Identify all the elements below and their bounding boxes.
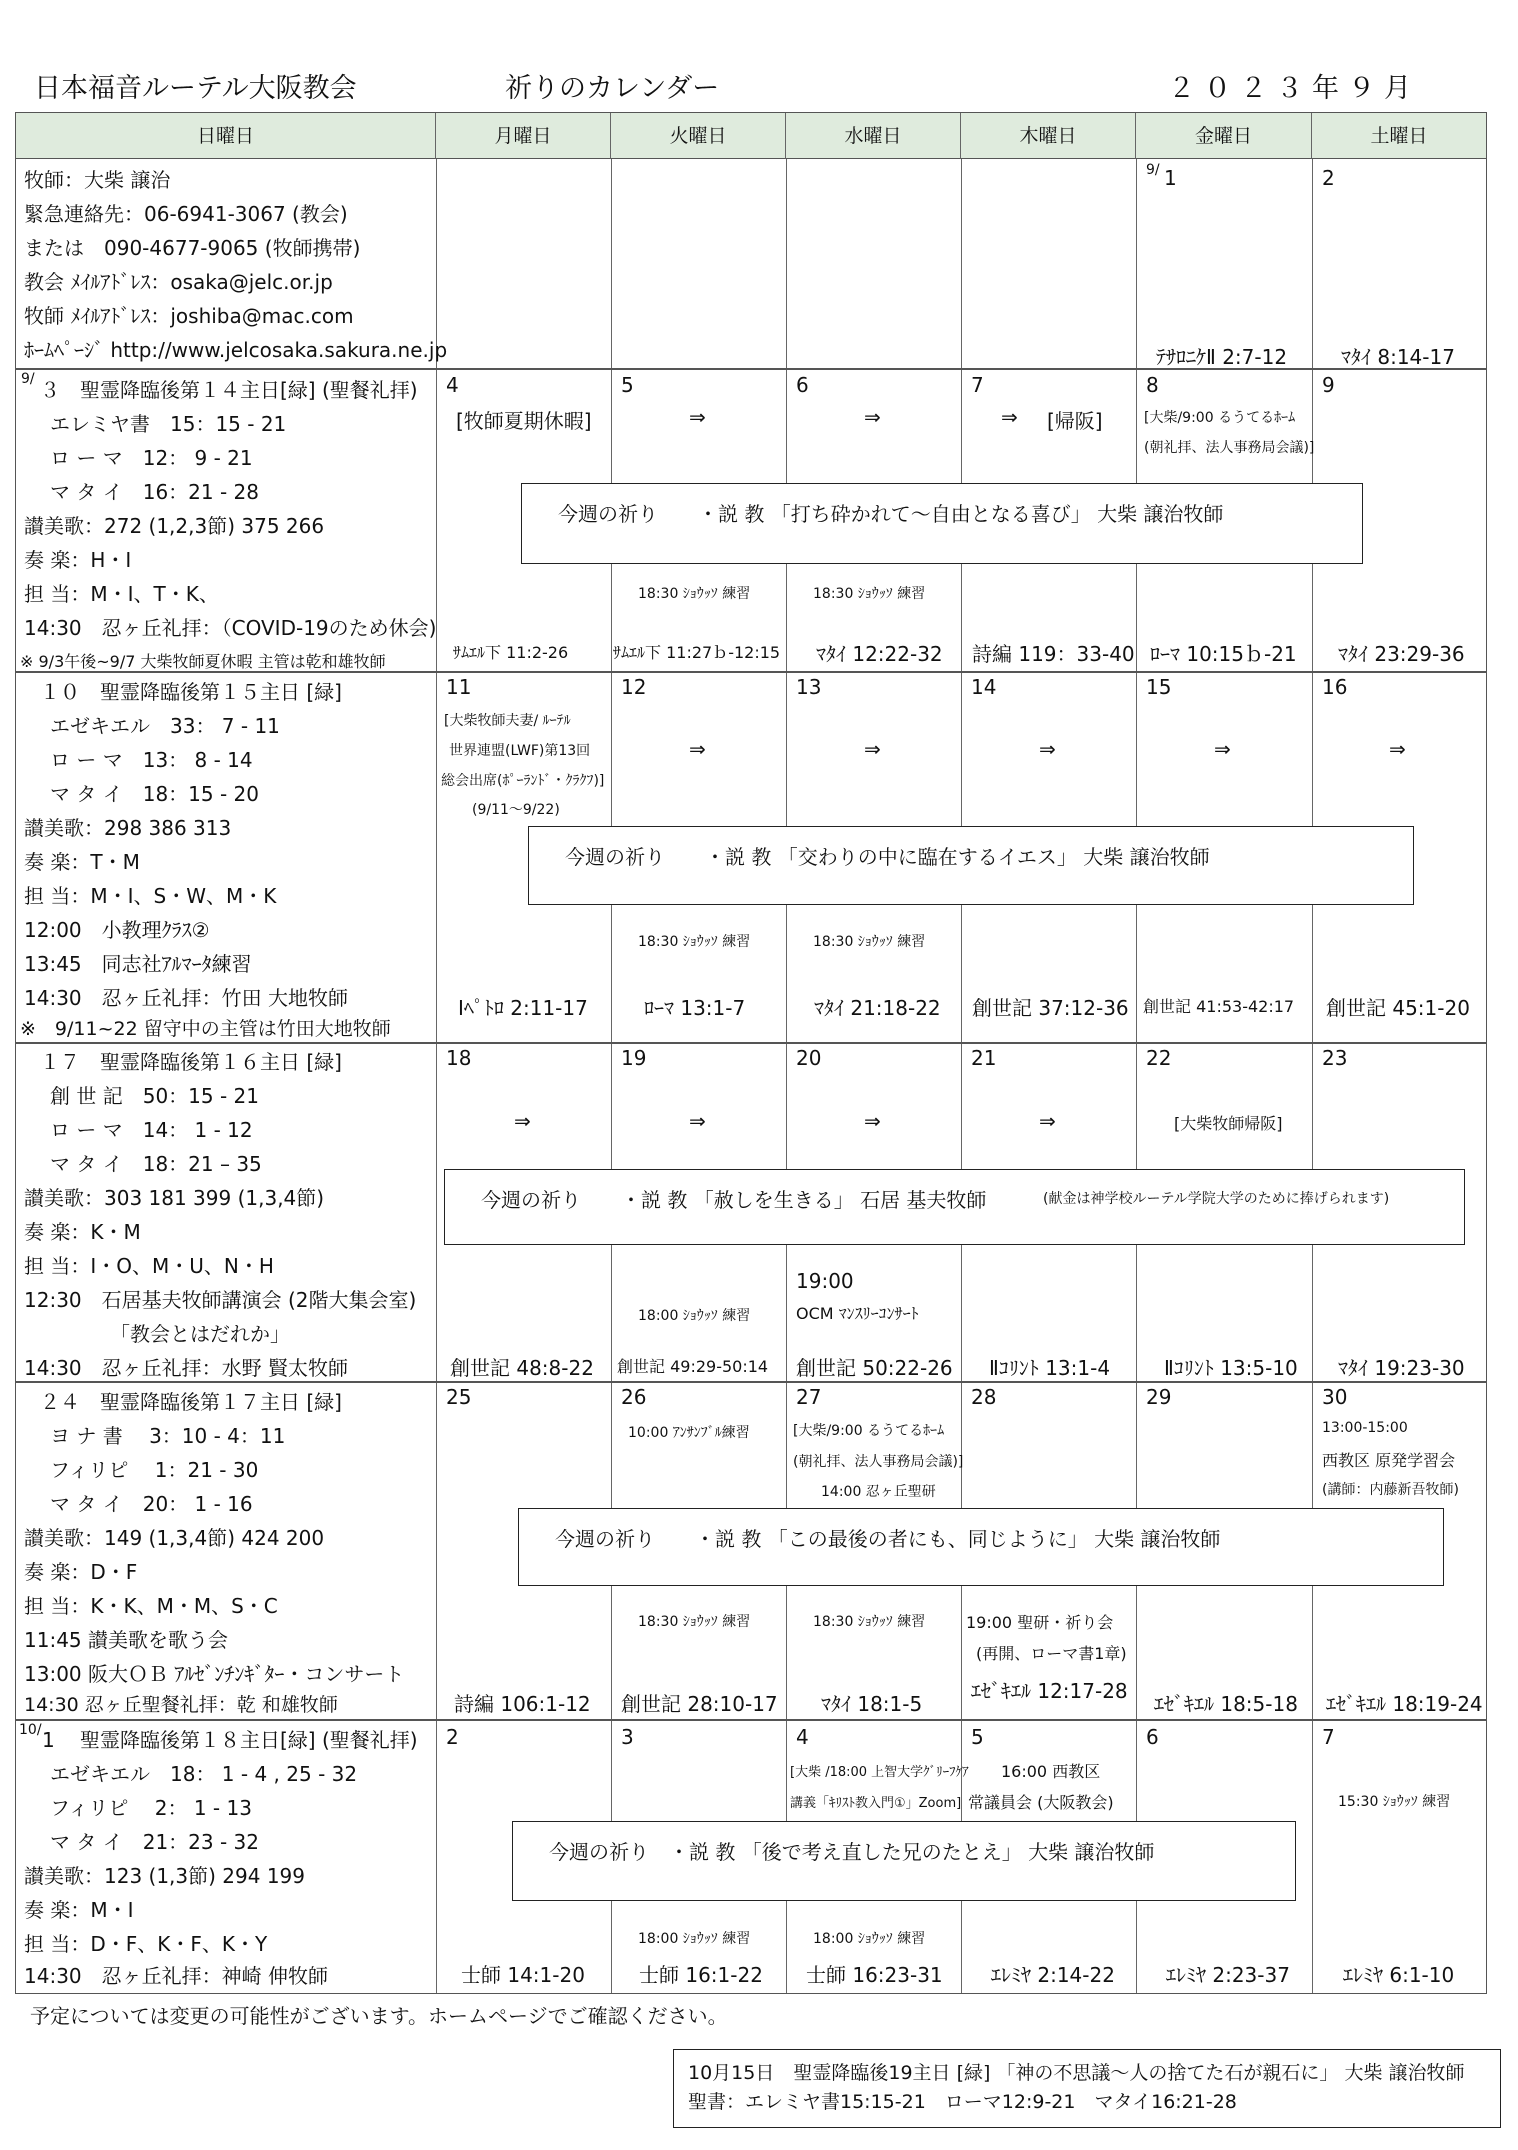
weekly-prayer-box <box>521 483 1363 564</box>
calendar-title: 祈りのカレンダー <box>505 73 720 104</box>
next-service-box <box>673 2049 1501 2128</box>
weekly-prayer: 今週の祈り ・説 教 「打ち砕かれて～自由となる喜び」 大柴 譲治牧師 <box>558 502 1224 526</box>
day-number: 4 <box>796 1725 809 1749</box>
arrow-icon: ⇒ <box>1039 1109 1056 1133</box>
daily-reading: 創世記 50:22-26 <box>796 1356 953 1380</box>
schedule-note: 予定については変更の可能性がございます。ホームページでご確認ください。 <box>30 2004 728 2028</box>
organist: 奏 楽：M・I <box>24 1898 134 1922</box>
daily-reading: 創世記 49:29-50:14 <box>617 1357 769 1376</box>
event: 13:00-15:00 <box>1322 1420 1408 1436</box>
day-number: 26 <box>621 1385 647 1409</box>
arrow-icon: ⇒ <box>1389 737 1406 761</box>
daily-reading: ﾏﾀｲ 8:14-17 <box>1341 345 1455 369</box>
daily-reading: ﾏﾀｲ 23:29-36 <box>1338 642 1465 666</box>
organist: 奏 楽：T・M <box>24 850 140 874</box>
arrow-icon: ⇒ <box>864 1109 881 1133</box>
day-number: 8 <box>1146 373 1159 397</box>
event: 世界連盟(LWF)第13回 <box>449 743 591 759</box>
scripture-reading: ロ ー マ 13： 8 - 14 <box>50 748 253 772</box>
day-number: 13 <box>796 675 822 699</box>
event: (再開、ローマ書1章) <box>976 1644 1127 1663</box>
offering-note: (献金は神学校ルーテル学院大学のために捧げられます) <box>1043 1191 1390 1207</box>
scripture-reading: フィリピ 1：21 - 30 <box>50 1458 259 1482</box>
day-number: 1 <box>1164 166 1177 190</box>
daily-reading: 創世記 45:1-20 <box>1326 996 1470 1020</box>
shinobugaoka-service: 14:30 忍ヶ丘礼拝：水野 賢太牧師 <box>24 1356 348 1380</box>
event: (朝礼拝、法人事務局会議)] <box>1144 440 1315 456</box>
day-number: 9 <box>1322 373 1335 397</box>
hymns: 讃美歌：303 181 399 (1,3,4節) <box>24 1186 325 1210</box>
scripture-reading: エゼキエル 33： 7 - 11 <box>50 714 280 738</box>
event: 18:30 ｼｮｳｯｿ 練習 <box>813 586 926 602</box>
event: (講師：内藤新吾牧師) <box>1322 1482 1459 1498</box>
shinobugaoka-service: 14:30 忍ヶ丘礼拝：竹田 大地牧師 <box>24 986 348 1010</box>
sunday-event: 12:30 石居基夫牧師講演会 (2階大集会室) <box>24 1288 417 1312</box>
weekly-prayer-box <box>528 826 1414 905</box>
hymns: 讃美歌：298 386 313 <box>24 816 232 840</box>
sunday-number: 1 <box>42 1728 55 1752</box>
event: [大柴/9:00 るうてるﾎｰﾑ <box>1144 410 1296 426</box>
service-staff: 担 当：K・K、M・M、S・C <box>24 1594 278 1618</box>
emergency-contact: 緊急連絡先：06-6941-3067 (教会) <box>24 202 348 226</box>
event: 16:00 西教区 <box>1001 1762 1101 1781</box>
weekly-prayer-box <box>444 1169 1465 1245</box>
day-number: 28 <box>971 1385 997 1409</box>
scripture-reading: ロ ー マ 14： 1 - 12 <box>50 1118 253 1142</box>
sunday-service-title: 聖霊降臨後第１４主日[緑] (聖餐礼拝) <box>80 378 418 402</box>
arrow-icon: ⇒ <box>689 737 706 761</box>
scripture-reading: フィリピ 2： 1 - 13 <box>50 1796 252 1820</box>
day-number: 14 <box>971 675 997 699</box>
event: 18:30 ｼｮｳｯｿ 練習 <box>638 934 751 950</box>
service-staff: 担 当：M・I、S・W、M・K <box>24 884 277 908</box>
event: 14:00 忍ヶ丘聖研 <box>821 1484 936 1500</box>
event: 講義「ｷﾘｽﾄ教入門①」Zoom] <box>790 1796 962 1811</box>
event: 19:00 聖研・祈り会 <box>966 1613 1114 1632</box>
daily-reading: ﾏﾀｲ 12:22-32 <box>816 642 943 666</box>
day-number: 16 <box>1322 675 1348 699</box>
arrow-icon: ⇒ <box>1214 737 1231 761</box>
sunday-event: 11:45 讃美歌を歌う会 <box>24 1628 228 1652</box>
daily-reading: 士師 16:23-31 <box>806 1963 943 1987</box>
organist: 奏 楽：H・I <box>24 548 132 572</box>
daily-reading: 創世記 28:10-17 <box>621 1692 778 1716</box>
service-staff: 担 当：M・I、T・K、 <box>24 582 219 606</box>
weekday-header: 金曜日 <box>1136 113 1312 159</box>
weekly-prayer-box <box>512 1821 1296 1901</box>
day-number: 5 <box>621 373 634 397</box>
day-number: 29 <box>1146 1385 1172 1409</box>
organist: 奏 楽：K・M <box>24 1220 141 1244</box>
day-number: 7 <box>971 373 984 397</box>
event: [帰阪] <box>1047 409 1103 433</box>
daily-reading: ﾏﾀｲ 19:23-30 <box>1338 1356 1465 1380</box>
grid-line <box>1136 159 1137 1993</box>
sunday-service-title: 聖霊降臨後第１８主日[緑] (聖餐礼拝) <box>80 1728 418 1752</box>
sunday-event: 13:45 同志社ｱﾙﾏｰﾀ練習 <box>24 952 252 976</box>
day-number: 27 <box>796 1385 822 1409</box>
event: (朝礼拝、法人事務局会議)] <box>793 1454 964 1470</box>
day-number: 4 <box>446 373 459 397</box>
daily-reading: ｴﾚﾐﾔ 2:23-37 <box>1166 1963 1290 1987</box>
sunday-note: ※ 9/11~22 留守中の主管は竹田大地牧師 <box>20 1018 391 1040</box>
daily-reading: ｴﾚﾐﾔ 2:14-22 <box>991 1963 1115 1987</box>
grid-line <box>786 159 787 1993</box>
sunday-service-title: ２４ 聖霊降臨後第１７主日 [緑] <box>40 1390 342 1414</box>
daily-reading: ｴｾﾞｷｴﾙ 18:5-18 <box>1154 1692 1298 1716</box>
event: OCM ﾏﾝｽﾘｰｺﾝｻｰﾄ <box>796 1304 919 1323</box>
weekly-prayer: 今週の祈り ・説 教 「交わりの中に臨在するイエス」 大柴 譲治牧師 <box>565 845 1210 869</box>
event: (9/11～9/22) <box>472 802 560 818</box>
pastor-email: 牧師 ﾒｲﾙｱﾄﾞﾚｽ：joshiba@mac.com <box>24 304 354 328</box>
shinobugaoka-service: 14:30 忍ヶ丘礼拝：神崎 伸牧師 <box>24 1964 328 1988</box>
arrow-icon: ⇒ <box>689 405 706 429</box>
hymns: 讃美歌：123 (1,3節) 294 199 <box>24 1864 306 1888</box>
arrow-icon: ⇒ <box>514 1109 531 1133</box>
weekday-header: 火曜日 <box>611 113 786 159</box>
day-number: 21 <box>971 1046 997 1070</box>
daily-reading: ﾏﾀｲ 21:18-22 <box>814 996 941 1020</box>
event: [大柴牧師帰阪] <box>1174 1114 1283 1133</box>
weekday-header: 月曜日 <box>436 113 611 159</box>
daily-reading: Ⅱｺﾘﾝﾄ 13:1-4 <box>989 1356 1111 1380</box>
arrow-icon: ⇒ <box>1039 737 1056 761</box>
month-prefix: 9/ <box>1146 162 1160 178</box>
day-number: 7 <box>1322 1725 1335 1749</box>
day-number: 3 <box>621 1725 634 1749</box>
calendar-month: ２０２３年９月 <box>1168 73 1420 104</box>
weekday-header: 土曜日 <box>1312 113 1486 159</box>
day-number: 6 <box>796 373 809 397</box>
event: [大柴 /18:00 上智大学ｸﾞﾘｰﾌｹｱ <box>790 1765 969 1780</box>
shinobugaoka-service: 14:30 忍ヶ丘礼拝：（COVID-19のため休会) <box>24 616 437 640</box>
sunday-event: 12:00 小教理ｸﾗｽ② <box>24 918 210 942</box>
grid-line <box>1312 159 1313 1993</box>
day-number: 11 <box>446 675 472 699</box>
scripture-reading: マ タ イ 18：21 – 35 <box>50 1152 262 1176</box>
hymns: 讃美歌：149 (1,3,4節) 424 200 <box>24 1526 325 1550</box>
event: 18:00 ｼｮｳｯｿ 練習 <box>813 1931 926 1947</box>
scripture-reading: マ タ イ 18：15 - 20 <box>50 782 259 806</box>
day-number: 20 <box>796 1046 822 1070</box>
arrow-icon: ⇒ <box>1001 405 1018 429</box>
event: 総会出席(ﾎﾟｰﾗﾝﾄﾞ・ｸﾗｸﾌ)] <box>441 773 605 789</box>
event: [大柴/9:00 るうてるﾎｰﾑ <box>793 1423 945 1439</box>
day-number: 15 <box>1146 675 1172 699</box>
prayer-calendar <box>15 112 1487 1994</box>
daily-reading: ｴｾﾞｷｴﾙ 12:17-28 <box>971 1679 1128 1703</box>
sunday-number: ３ <box>40 378 60 402</box>
daily-reading: 創世記 41:53-42:17 <box>1143 997 1295 1016</box>
daily-reading: ｻﾑｴﾙ下 11:2-26 <box>453 643 569 662</box>
day-number: 23 <box>1322 1046 1348 1070</box>
weekly-prayer: 今週の祈り ・説 教 「この最後の者にも、同じように」 大柴 譲治牧師 <box>555 1527 1221 1551</box>
daily-reading: 創世記 37:12-36 <box>972 996 1129 1020</box>
daily-reading: 創世記 48:8-22 <box>450 1356 594 1380</box>
weekly-prayer: 今週の祈り ・説 教 「赦しを生きる」 石居 基夫牧師 <box>481 1188 987 1212</box>
hymns: 讃美歌：272 (1,2,3節) 375 266 <box>24 514 325 538</box>
arrow-icon: ⇒ <box>864 405 881 429</box>
arrow-icon: ⇒ <box>864 737 881 761</box>
scripture-reading: マ タ イ 21：23 - 32 <box>50 1830 259 1854</box>
daily-reading: 士師 14:1-20 <box>461 1963 585 1987</box>
event: 10:00 ｱﾝｻﾝﾌﾞﾙ練習 <box>628 1425 750 1441</box>
weekday-header: 木曜日 <box>961 113 1136 159</box>
emergency-contact-alt: または 090-4677-9065 (牧師携帯) <box>24 236 361 260</box>
grid-line <box>611 159 612 1993</box>
homepage-url: ﾎｰﾑﾍﾟｰｼﾞ http://www.jelcosaka.sakura.ne.jp <box>24 338 448 362</box>
weekday-header: 水曜日 <box>786 113 961 159</box>
scripture-reading: 創 世 記 50：15 - 21 <box>50 1084 259 1108</box>
day-number: 2 <box>446 1725 459 1749</box>
next-service-scripture: 聖書：エレミヤ書15:15-21 ローマ12:9-21 マタイ16:21-28 <box>688 2091 1237 2113</box>
organist: 奏 楽：D・F <box>24 1560 138 1584</box>
day-number: 2 <box>1322 166 1335 190</box>
event: 18:00 ｼｮｳｯｿ 練習 <box>638 1308 751 1324</box>
event: 常議員会 (大阪教会) <box>968 1793 1114 1812</box>
sunday-service-title: １７ 聖霊降臨後第１６主日 [緑] <box>40 1050 342 1074</box>
daily-reading: Ⅱｺﾘﾝﾄ 13:5-10 <box>1164 1356 1298 1380</box>
weekday-header: 日曜日 <box>16 113 436 159</box>
event: 19:00 <box>796 1269 854 1293</box>
event: 18:30 ｼｮｳｯｿ 練習 <box>638 1614 751 1630</box>
sunday-event: 13:00 阪大ＯＢ ｱﾙｾﾞﾝﾁﾝｷﾞﾀｰ・コンサート <box>24 1662 405 1686</box>
sunday-note: ※ 9/3午後~9/7 大柴牧師夏休暇 主管は乾和雄牧師 <box>20 652 386 671</box>
arrow-icon: ⇒ <box>689 1109 706 1133</box>
day-number: 25 <box>446 1385 472 1409</box>
next-service-title: 10月15日 聖霊降臨後19主日 [緑] 「神の不思議～人の捨てた石が親石に」 大柴 譲治牧師 <box>688 2062 1465 2084</box>
weekly-prayer: 今週の祈り ・説 教 「後で考え直した兄のたとえ」 大柴 譲治牧師 <box>549 1840 1155 1864</box>
service-staff: 担 当：D・F、K・F、K・Y <box>24 1932 268 1956</box>
grid-line <box>436 159 437 1993</box>
day-number: 22 <box>1146 1046 1172 1070</box>
day-number: 5 <box>971 1725 984 1749</box>
event: 18:00 ｼｮｳｯｿ 練習 <box>638 1931 751 1947</box>
church-email: 教会 ﾒｲﾙｱﾄﾞﾚｽ：osaka@jelc.or.jp <box>24 270 333 294</box>
service-staff: 担 当：I・O、M・U、N・H <box>24 1254 274 1278</box>
daily-reading: ﾃｻﾛﾆｹⅡ 2:7-12 <box>1156 345 1288 369</box>
day-number: 12 <box>621 675 647 699</box>
day-number: 6 <box>1146 1725 1159 1749</box>
event: 18:30 ｼｮｳｯｿ 練習 <box>638 586 751 602</box>
event: 18:30 ｼｮｳｯｿ 練習 <box>813 1614 926 1630</box>
event: [牧師夏期休暇] <box>456 409 592 433</box>
daily-reading: 士師 16:1-22 <box>639 1963 763 1987</box>
daily-reading: ﾛｰﾏ 10:15ｂ-21 <box>1150 642 1297 666</box>
daily-reading: ﾏﾀｲ 18:1-5 <box>821 1692 923 1716</box>
day-number: 19 <box>621 1046 647 1070</box>
event: [大柴牧師夫妻/ ﾙｰﾃﾙ <box>444 713 571 729</box>
daily-reading: ﾛｰﾏ 13:1-7 <box>644 996 746 1020</box>
weekly-prayer-box <box>518 1508 1444 1586</box>
daily-reading: 詩編 106:1-12 <box>454 1692 591 1716</box>
scripture-reading: ロ ー マ 12： 9 - 21 <box>50 446 253 470</box>
day-number: 30 <box>1322 1385 1348 1409</box>
scripture-reading: ヨ ナ 書 3：10 - 4：11 <box>50 1424 286 1448</box>
pastor-info: 牧師：大柴 譲治 <box>24 168 171 192</box>
event: 西教区 原発学習会 <box>1322 1451 1456 1470</box>
sunday-service-title: １０ 聖霊降臨後第１５主日 [緑] <box>40 680 342 704</box>
month-prefix: 10/ <box>19 1722 42 1738</box>
sunday-event: 「教会とはだれか」 <box>110 1322 290 1346</box>
grid-line <box>961 159 962 1993</box>
scripture-reading: マ タ イ 20： 1 - 16 <box>50 1492 253 1516</box>
event: 15:30 ｼｮｳｯｿ 練習 <box>1338 1794 1451 1810</box>
scripture-reading: マ タ イ 16：21 - 28 <box>50 480 259 504</box>
daily-reading: 詩編 119：33-40 <box>972 642 1135 666</box>
day-number: 18 <box>446 1046 472 1070</box>
daily-reading: ｴﾚﾐﾔ 6:1-10 <box>1343 1963 1455 1987</box>
daily-reading: ｻﾑｴﾙ下 11:27ｂ-12:15 <box>613 643 781 662</box>
church-name: 日本福音ルーテル大阪教会 <box>34 73 357 104</box>
scripture-reading: エレミヤ書 15：15 - 21 <box>50 412 287 436</box>
event: 18:30 ｼｮｳｯｿ 練習 <box>813 934 926 950</box>
daily-reading: Ⅰﾍﾟﾄﾛ 2:11-17 <box>458 996 588 1020</box>
month-prefix: 9/ <box>21 371 35 387</box>
scripture-reading: エゼキエル 18： 1 - 4 , 25 - 32 <box>50 1762 358 1786</box>
shinobugaoka-service: 14:30 忍ヶ丘聖餐礼拝：乾 和雄牧師 <box>24 1694 338 1716</box>
daily-reading: ｴｾﾞｷｴﾙ 18:19-24 <box>1326 1692 1483 1716</box>
